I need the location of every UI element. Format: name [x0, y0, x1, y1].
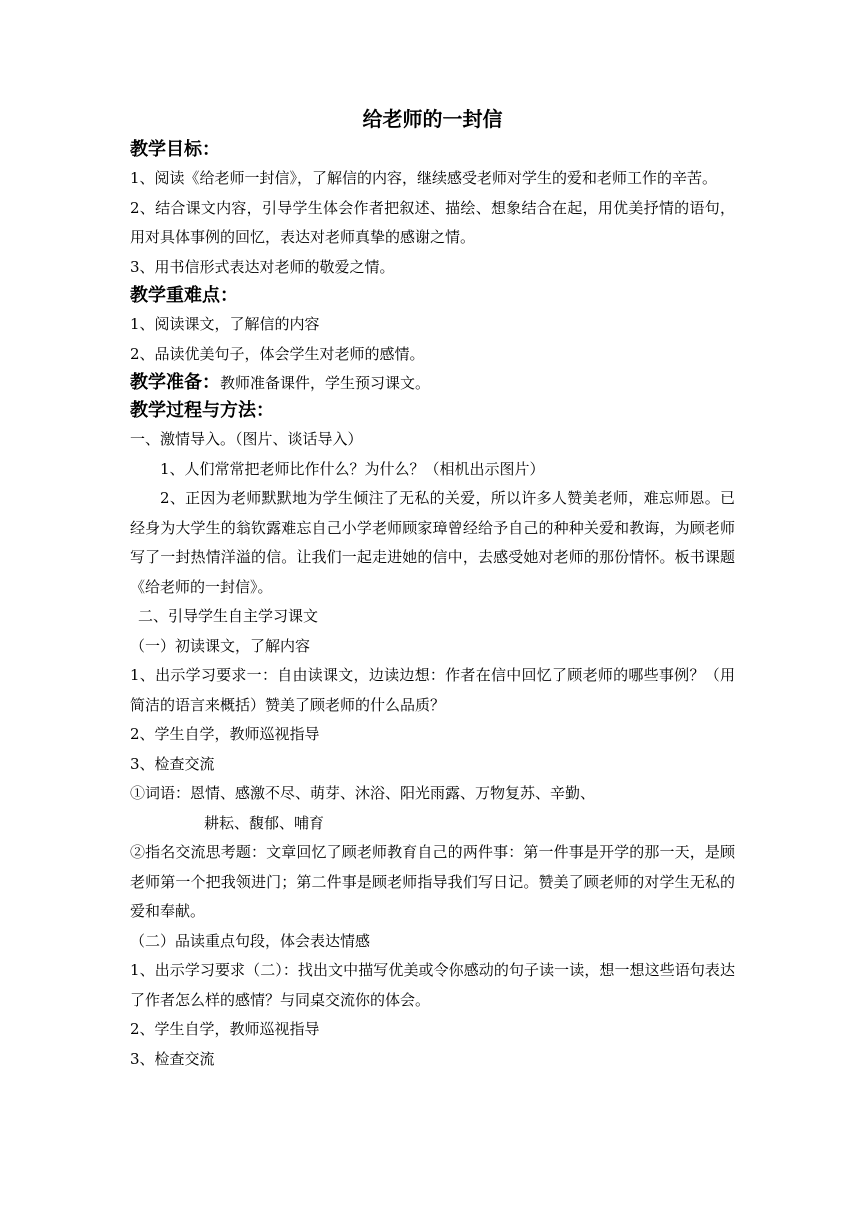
goal-item-1: 1、阅读《给老师一封信》，了解信的内容，继续感受老师对学生的爱和老师工作的辛苦。	[130, 169, 718, 187]
preparation-line	[130, 369, 735, 397]
preparation-text: 教师准备课件，学生预习课文。	[220, 374, 431, 392]
goal-item-3: 3、用书信形式表达对老师的敬爱之情。	[130, 257, 395, 276]
preparation-heading: 教学准备：	[130, 372, 220, 393]
goals-heading: 教学目标：	[130, 139, 220, 160]
part1-title: 一、激情导入。（图片、谈话导入）	[130, 430, 363, 448]
part1-question-2: 2、正因为老师默默地为学生倾注了无私的关爱，所以许多人赞美老师，难忘师恩。已经身为大学生的翁钦露难忘自己小学老师顾家璋曾经给予自己的种种关爱和教诲，为顾老师写了一封热情洋溢的信。让我们一起走进她的信中，去感受她对老师的那份情怀。板书课题《给老师的一封信》。	[130, 489, 735, 596]
sub1-self-study: 2、学生自学，教师巡视指导	[130, 725, 320, 743]
document-title: 给老师的一封信	[362, 107, 503, 131]
sub2-requirement: 1、出示学习要求（二）：找出文中描写优美或令你感动的句子读一读，想一想这些语句表达了作者怎么样的感情？与同桌交流你的体会。	[130, 961, 735, 1009]
part1-question-1: 1、人们常常把老师比作什么？为什么？（相机出示图片）	[160, 459, 545, 478]
sub2-check: 3、检查交流	[130, 1049, 215, 1068]
process-heading: 教学过程与方法：	[130, 400, 274, 421]
sub1-requirement: 1、出示学习要求一：自由读课文，边读边想：作者在信中回忆了顾老师的哪些事例？（用简洁的语言来概括）赞美了顾老师的什么品质？	[130, 666, 735, 714]
sub1-title: （一）初读课文，了解内容	[130, 636, 311, 655]
difficulties-heading: 教学重难点：	[130, 285, 238, 306]
sub1-check: 3、检查交流	[130, 754, 215, 773]
document-page	[130, 104, 735, 1074]
sub2-title: （二）品读重点句段，体会表达情感	[130, 931, 371, 950]
part2-title: 二、引导学生自主学习课文	[138, 607, 319, 625]
words-line-2: 耕耘、馥郁、哺育	[204, 813, 325, 832]
goal-item-2: 2、结合课文内容，引导学生体会作者把叙述、描绘、想象结合在起，用优美抒情的语句，用对具体事例的回忆，表达对老师真挚的感谢之情。	[130, 198, 735, 246]
difficulty-item-1: 1、阅读课文，了解信的内容	[130, 315, 320, 333]
sub2-self-study: 2、学生自学，教师巡视指导	[130, 1020, 320, 1038]
difficulty-item-2: 2、品读优美句子，体会学生对老师的感情。	[130, 344, 425, 363]
discussion: ②指名交流思考题：文章回忆了顾老师教育自己的两件事：第一件事是开学的那一天，是顾老师第一个把我领进门；第二件事是顾老师指导我们写日记。赞美了顾老师的对学生无私的爱和奉献。	[130, 843, 735, 920]
words-line-1: ①词语：恩情、感激不尽、萌芽、沐浴、阳光雨露、万物复苏、辛勤、	[130, 784, 596, 802]
